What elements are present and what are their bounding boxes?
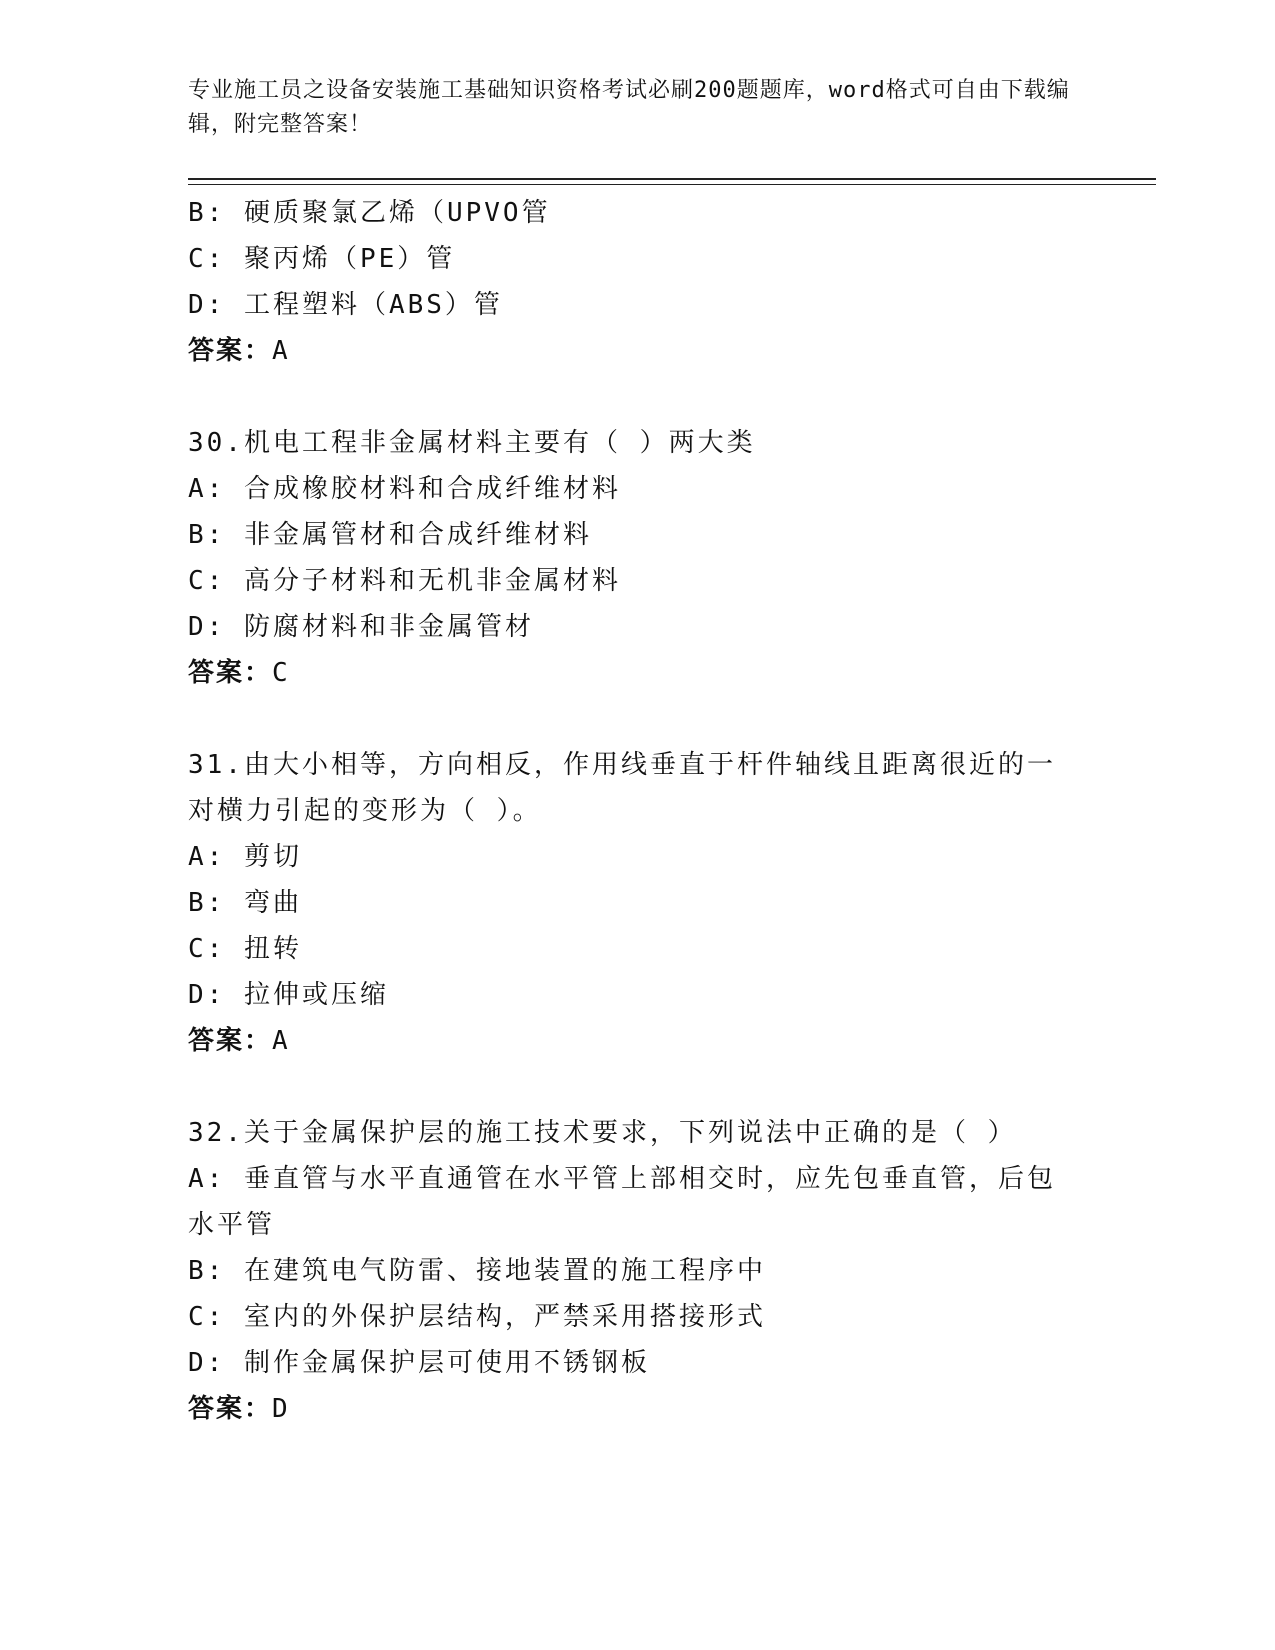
option-d: D: 工程塑料（ABS）管 xyxy=(188,290,503,320)
option-b: B: 弯曲 xyxy=(188,888,302,918)
answer-label: 答案： xyxy=(188,1394,273,1424)
document-header: 专业施工员之设备安装施工基础知识资格考试必刷200题题库，word格式可自由下载编辑，附完整答案！ xyxy=(188,78,1070,137)
option-d: D: 拉伸或压缩 xyxy=(188,980,389,1010)
question-30 xyxy=(188,420,1078,696)
option-b: B: 硬质聚氯乙烯（UPVO管 xyxy=(188,198,551,228)
answer-label: 答案： xyxy=(188,1026,273,1056)
question-stem: 31.由大小相等，方向相反，作用线垂直于杆件轴线且距离很近的一对横力引起的变形为（ ）。 xyxy=(188,750,1056,826)
answer-line xyxy=(188,1386,1078,1432)
answer-value: A xyxy=(272,1026,290,1056)
option-c: C: 室内的外保护层结构，严禁采用搭接形式 xyxy=(188,1302,766,1332)
option-b: B: 非金属管材和合成纤维材料 xyxy=(188,520,592,550)
option-d: D: 制作金属保护层可使用不锈钢板 xyxy=(188,1348,650,1378)
header-rule-thin xyxy=(188,184,1156,185)
option-c: C: 高分子材料和无机非金属材料 xyxy=(188,566,621,596)
question-content xyxy=(188,190,1078,1432)
option-c: C: 扭转 xyxy=(188,934,302,964)
question-31 xyxy=(188,742,1078,1064)
option-d: D: 防腐材料和非金属管材 xyxy=(188,612,534,642)
question-29-continued xyxy=(188,190,1078,374)
answer-line xyxy=(188,650,1078,696)
spacer xyxy=(188,374,1078,420)
option-c: C: 聚丙烯（PE）管 xyxy=(188,244,456,274)
answer-label: 答案： xyxy=(188,658,273,688)
answer-line xyxy=(188,1018,1078,1064)
question-32 xyxy=(188,1110,1078,1432)
question-stem: 32.关于金属保护层的施工技术要求，下列说法中正确的是（ ） xyxy=(188,1118,1017,1148)
option-a: A: 剪切 xyxy=(188,842,302,872)
question-stem: 30.机电工程非金属材料主要有（ ）两大类 xyxy=(188,428,756,458)
header-rule-thick xyxy=(188,178,1156,180)
option-b: B: 在建筑电气防雷、接地装置的施工程序中 xyxy=(188,1256,766,1286)
answer-value: C xyxy=(272,658,290,688)
answer-label: 答案： xyxy=(188,336,273,366)
answer-value: D xyxy=(272,1394,290,1424)
option-a: A: 合成橡胶材料和合成纤维材料 xyxy=(188,474,621,504)
answer-line xyxy=(188,328,1078,374)
spacer xyxy=(188,1064,1078,1110)
answer-value: A xyxy=(272,336,290,366)
option-a: A: 垂直管与水平直通管在水平管上部相交时，应先包垂直管，后包水平管 xyxy=(188,1164,1056,1240)
spacer xyxy=(188,696,1078,742)
